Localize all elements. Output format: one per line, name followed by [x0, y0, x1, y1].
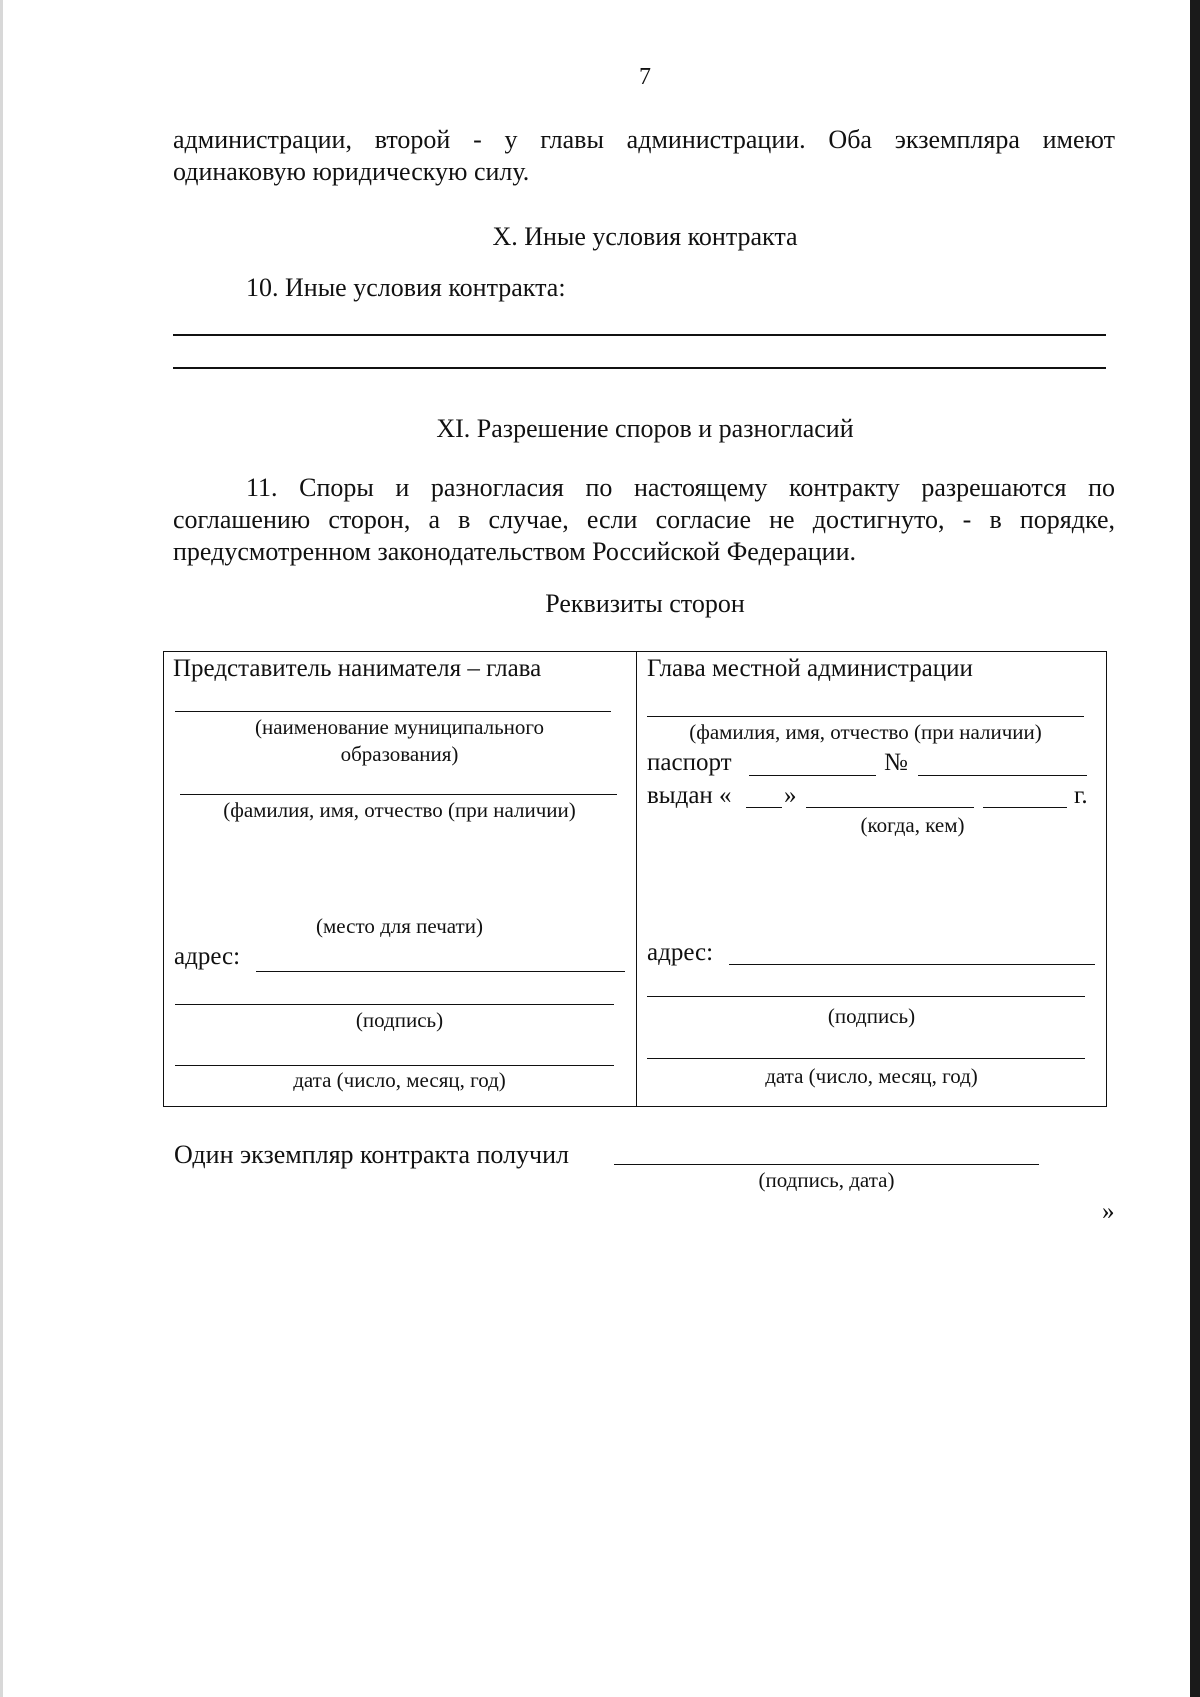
fill-line-2 [173, 367, 1106, 369]
right-caption-issued: (когда, кем) [860, 813, 965, 837]
left-title: Представитель нанимателя – глава [173, 655, 542, 682]
end-quote: » [1102, 1198, 1115, 1225]
right-passport-label: паспорт [647, 749, 732, 776]
section-11-heading: XI. Разрешение споров и разногласий [436, 414, 854, 443]
number-sign: № [884, 749, 908, 776]
right-caption-signature: (подпись) [827, 1004, 916, 1028]
section-10-item: 10. Иные условия контракта: [246, 273, 566, 302]
page-number: 7 [639, 64, 651, 90]
passport-number-line [918, 775, 1087, 776]
passport-series-line [749, 775, 876, 776]
paragraph-continued: администрации, второй - у главы администрации. Оба экземпляра имеют одинаковую юридическую силу. [173, 125, 1115, 186]
issued-month-line [806, 807, 974, 808]
left-caption-municipality-1: (наименование муниципального [254, 715, 545, 739]
closing-text: Один экземпляр контракта получил [174, 1140, 570, 1169]
requisites-table-divider [636, 651, 637, 1107]
scan-edge-left [0, 0, 3, 1697]
left-caption-municipality-2: образования) [340, 742, 459, 766]
right-caption-name: (фамилия, имя, отчество (при наличии) [689, 720, 1042, 744]
left-signature-line [175, 1004, 614, 1005]
right-name-line [647, 716, 1084, 717]
left-address-line [256, 971, 625, 972]
scan-edge-right [1190, 0, 1200, 1697]
left-caption-seal: (место для печати) [316, 914, 483, 938]
requisites-heading: Реквизиты сторон [545, 589, 745, 618]
right-title: Глава местной администрации [647, 655, 973, 682]
left-caption-name: (фамилия, имя, отчество (при наличии) [223, 798, 576, 822]
closing-signature-line [614, 1164, 1039, 1165]
left-name-line [180, 794, 617, 795]
section-11-item: 11. Споры и разногласия по настоящему контракту разрешаются по соглашению сторон, а в случае, если согласие не достигнуто, - в порядке, предусмотренном законодательством Российской Федерации. [173, 473, 1115, 566]
right-date-line [647, 1058, 1085, 1059]
right-issued-label: выдан « [647, 782, 732, 809]
left-date-line [175, 1065, 614, 1066]
left-caption-date: дата (число, месяц, год) [293, 1068, 506, 1092]
year-suffix: г. [1074, 782, 1088, 809]
left-address-label: адрес: [174, 943, 241, 970]
right-address-line [729, 964, 1095, 965]
fill-line-1 [173, 334, 1106, 336]
closing-caption: (подпись, дата) [758, 1168, 895, 1192]
left-caption-signature: (подпись) [355, 1008, 444, 1032]
right-signature-line [647, 996, 1085, 997]
left-municipality-line [175, 711, 611, 712]
right-caption-date: дата (число, месяц, год) [765, 1064, 978, 1088]
issued-year-line [983, 807, 1067, 808]
right-address-label: адрес: [647, 939, 714, 966]
issued-close-quote: » [784, 782, 797, 809]
issued-day-line [746, 807, 782, 808]
section-10-heading: X. Иные условия контракта [492, 222, 798, 251]
